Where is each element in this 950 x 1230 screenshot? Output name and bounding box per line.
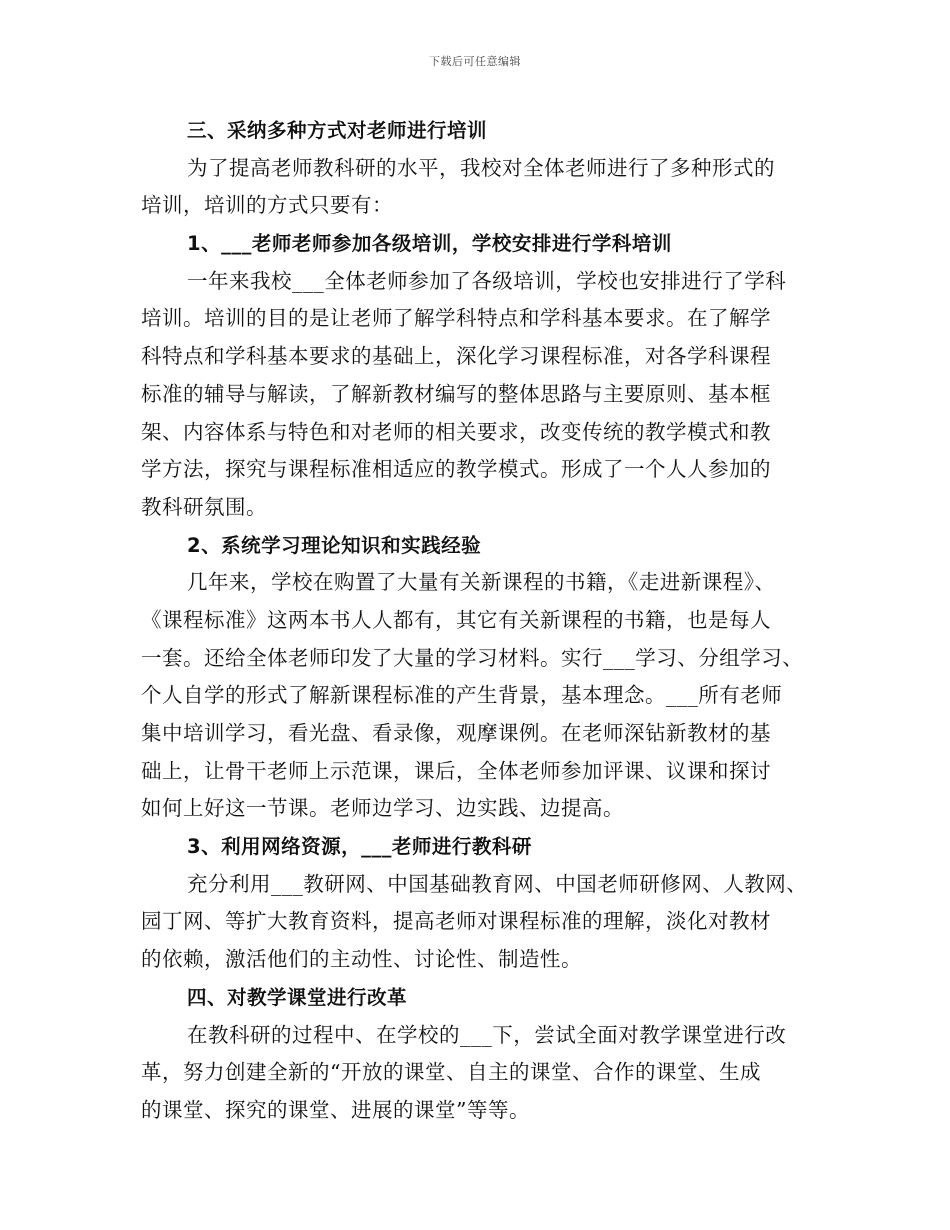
paragraph-line: 为了提高老师教科研的水平，我校对全体老师进行了多种形式的 — [187, 155, 775, 180]
paragraph-line: 的依赖，激活他们的主动性、讨论性、制造性。 — [141, 947, 582, 972]
paragraph-line: 架、内容体系与特色和对老师的相关要求，改变传统的教学模式和教 — [141, 419, 771, 444]
subheading-1: 1、___老师老师参加各级培训，学校安排进行学科培训 — [187, 232, 672, 256]
paragraph-line: 标准的辅导与解读，了解新教材编写的整体思路与主要原则、基本框 — [141, 381, 771, 406]
paragraph-line: 培训，培训的方式只要有： — [141, 193, 393, 218]
subheading-2: 2、系统学习理论知识和实践经验 — [187, 533, 482, 557]
paragraph-line: 一套。还给全体老师印发了大量的学习材料。实行___学习、分组学习、 — [141, 645, 804, 670]
paragraph-line: 科特点和学科基本要求的基础上，深化学习课程标准，对各学科课程 — [141, 344, 771, 369]
paragraph-line: 一年来我校___全体老师参加了各级培训，学校也安排进行了学科 — [187, 268, 787, 293]
header-note: 下载后可任意编辑 — [429, 55, 521, 68]
section-heading-4: 四、对教学课堂进行改革 — [187, 985, 408, 1009]
paragraph-line: 《课程标准》这两本书人人都有，其它有关新课程的书籍，也是每人 — [141, 607, 771, 632]
paragraph-line: 如何上好这一节课。老师边学习、边实践、边提高。 — [141, 796, 624, 821]
paragraph-line: 集中培训学习，看光盘、看录像，观摩课例。在老师深钻新教材的基 — [141, 721, 771, 745]
paragraph-line: 充分利用___教研网、中国基础教育网、中国老师研修网、人教网、 — [187, 871, 808, 896]
paragraph-line: 的课堂、探究的课堂、进展的课堂”等等。 — [141, 1097, 530, 1122]
paragraph-line: 在教科研的过程中、在学校的___下，尝试全面对教学课堂进行改 — [187, 1022, 787, 1047]
paragraph-line: 教科研氛围。 — [141, 494, 267, 519]
paragraph-line: 础上，让骨干老师上示范课，课后，全体老师参加评课、议课和探讨 — [141, 758, 771, 783]
paragraph-line: 园丁网、等扩大教育资料，提高老师对课程标准的理解，淡化对教材 — [141, 909, 771, 934]
subheading-3: 3、利用网络资源，___老师进行教科研 — [187, 835, 532, 859]
paragraph-line: 几年来，学校在购置了大量有关新课程的书籍，《走进新课程》、 — [187, 570, 776, 595]
section-heading-3: 三、采纳多种方式对老师进行培训 — [187, 119, 488, 142]
document-body — [141, 112, 811, 1130]
paragraph-line: 个人自学的形式了解新课程标准的产生背景，基本理念。___所有老师 — [141, 683, 783, 708]
paragraph-line: 学方法，探究与课程标准相适应的教学模式。形成了一个人人参加的 — [141, 457, 771, 482]
paragraph-line: 培训。培训的目的是让老师了解学科特点和学科基本要求。在了解学 — [141, 306, 771, 331]
paragraph-line: 革，努力创建全新的“开放的课堂、自主的课堂、合作的课堂、生成 — [141, 1060, 761, 1085]
